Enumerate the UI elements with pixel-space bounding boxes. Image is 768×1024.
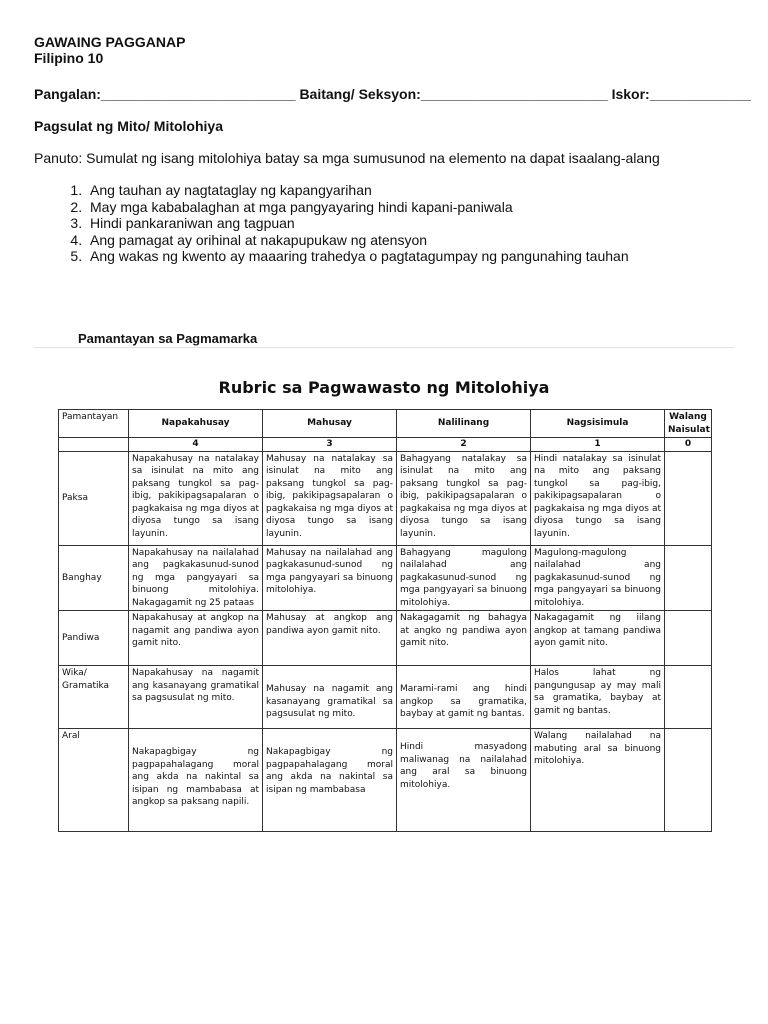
header-napakahusay: Napakahusay xyxy=(129,410,263,438)
rubric-title: Rubric sa Pagwawasto ng Mitolohiya xyxy=(218,378,550,397)
rubric-cell: Napakahusay na nailalahad ang pagkakasunud-sunod ng mga pangyayari sa binuong mitolohiya. Nakagagamit ng 25 pataas xyxy=(129,545,263,611)
criterion-label: Wika/ Gramatika xyxy=(59,666,129,729)
rubric-cell: Nakagagamit ng iilang angkop at tamang pandiwa ayon gamit nito. xyxy=(531,611,665,666)
score-cell: 0 xyxy=(665,438,712,452)
header-mahusay: Mahusay xyxy=(263,410,397,438)
instructions: Panuto: Sumulat ng isang mitolohiya batay sa mga sumusunod na elemento na dapat isaalang-alang xyxy=(34,150,660,166)
rubric-cell: Hindi natalakay sa isinulat na mito ang paksang tungkol sa pag-ibig, pakikipagsapalaran o pagkakaisa ng mga diyos at diyosa tungo sa isang layunin. xyxy=(531,451,665,545)
subject-label: Filipino 10 xyxy=(34,50,104,66)
assignment-title: GAWAING PAGGANAP xyxy=(34,34,186,50)
task-title: Pagsulat ng Mito/ Mitolohiya xyxy=(34,118,223,134)
rubric-cell: Napakahusay at angkop na nagamit ang pandiwa ayon gamit nito. xyxy=(129,611,263,666)
score-cell xyxy=(59,438,129,452)
rubric-cell: Napakahusay na natalakay sa isinulat na mito ang paksang tungkol sa pag-ibig, pakikipagsapalaran o pagkakaisa ng mga diyos at diyosa tungo sa isang layunin. xyxy=(129,451,263,545)
rubric-cell: Magulong-magulong nailalahad ang pagkakasunud-sunod ng mga pangyayari sa binuong mitolohiya. xyxy=(531,545,665,611)
score-cell: 2 xyxy=(397,438,531,452)
rubric-row-banghay xyxy=(59,545,712,611)
rubric-cell: Hindi masyadong maliwanag na nailalahad ang aral sa binuong mitolohiya. xyxy=(397,729,531,832)
score-cell: 1 xyxy=(531,438,665,452)
header-nagsisimula: Nagsisimula xyxy=(531,410,665,438)
rubric-cell: Nakagagamit ng bahagya at angko ng pandiwa ayon gamit nito. xyxy=(397,611,531,666)
criterion-label: Aral xyxy=(59,729,129,832)
score-cell: 3 xyxy=(263,438,397,452)
element-item: 3. Hindi pankaraniwan ang tagpuan xyxy=(86,215,629,232)
element-item: 1. Ang tauhan ay nagtataglay ng kapangyarihan xyxy=(86,182,629,199)
rubric-header-row xyxy=(59,410,712,438)
rubric-cell xyxy=(665,451,712,545)
rubric-cell: Bahagyang natalakay sa isinulat na mito ang paksang tungkol sa pag-ibig, pakikipagsapalaran o pagkakaisa ng mga diyos at diyosa tungo sa isang layunin. xyxy=(397,451,531,545)
score-cell: 4 xyxy=(129,438,263,452)
student-info-line: Pangalan:_________________________ Baitang/ Seksyon:________________________ Iskor:_____________ xyxy=(34,86,751,102)
rubric-cell: Nakapagbigay ng pagpapahalagang moral ang akda na nakintal sa isipan ng mambabasa xyxy=(263,729,397,832)
rubric-score-row xyxy=(59,438,712,452)
header-walang-naisulat: Walang Naisulat xyxy=(665,410,712,438)
rubric-cell: Mahusay na nailalahad ang pagkakasunud-sunod ng mga pangyayari sa binuong mitolohiya. xyxy=(263,545,397,611)
header-nalilinang: Nalilinang xyxy=(397,410,531,438)
element-item: 2. May mga kababalaghan at mga pangyayaring hindi kapani-paniwala xyxy=(86,199,629,216)
rubric-row-pandiwa xyxy=(59,611,712,666)
rubric-cell: Nakapagbigay ng pagpapahalagang moral ang akda na nakintal sa isipan ng mambabasa at angkop sa paksang napili. xyxy=(129,729,263,832)
rubric-cell: Marami-rami ang hindi angkop sa gramatika, baybay at gamit ng bantas. xyxy=(397,666,531,729)
rubric-table xyxy=(58,409,712,832)
rubric-cell: Bahagyang magulong nailalahad ang pagkakasunud-sunod ng mga pangyayari sa binuong mitolohiya. xyxy=(397,545,531,611)
element-item: 5. Ang wakas ng kwento ay maaaring trahedya o pagtatagumpay ng pangunahing tauhan xyxy=(86,248,629,265)
header-pamantayan: Pamantayan xyxy=(59,410,129,438)
rubric-row-paksa xyxy=(59,451,712,545)
element-item: 4. Ang pamagat ay orihinal at nakapupukaw ng atensyon xyxy=(86,232,629,249)
divider xyxy=(34,347,734,348)
rubric-cell: Mahusay na nagamit ang kasanayang gramatikal sa pagsusulat ng mito. xyxy=(263,666,397,729)
rubric-cell xyxy=(665,729,712,832)
criterion-label: Paksa xyxy=(59,451,129,545)
element-list xyxy=(60,182,629,265)
criterion-label: Pandiwa xyxy=(59,611,129,666)
grading-criteria-heading: Pamantayan sa Pagmamarka xyxy=(78,331,258,346)
rubric-cell: Napakahusay na nagamit ang kasanayang gramatikal sa pagsusulat ng mito. xyxy=(129,666,263,729)
rubric-cell xyxy=(665,611,712,666)
rubric-cell: Halos lahat ng pangungusap ay may mali sa gramatika, baybay at gamit ng bantas. xyxy=(531,666,665,729)
rubric-row-aral xyxy=(59,729,712,832)
rubric-cell: Mahusay at angkop ang pandiwa ayon gamit nito. xyxy=(263,611,397,666)
rubric-cell: Mahusay na natalakay sa isinulat na mito ang paksang tungkol sa pag-ibig, pakikipagsapalaran o pagkakaisa ng mga diyos at diyosa tungo sa isang layunin. xyxy=(263,451,397,545)
rubric-row-wika xyxy=(59,666,712,729)
rubric-cell xyxy=(665,545,712,611)
criterion-label: Banghay xyxy=(59,545,129,611)
rubric-cell xyxy=(665,666,712,729)
rubric-cell: Walang nailalahad na mabuting aral sa binuong mitolohiya. xyxy=(531,729,665,832)
